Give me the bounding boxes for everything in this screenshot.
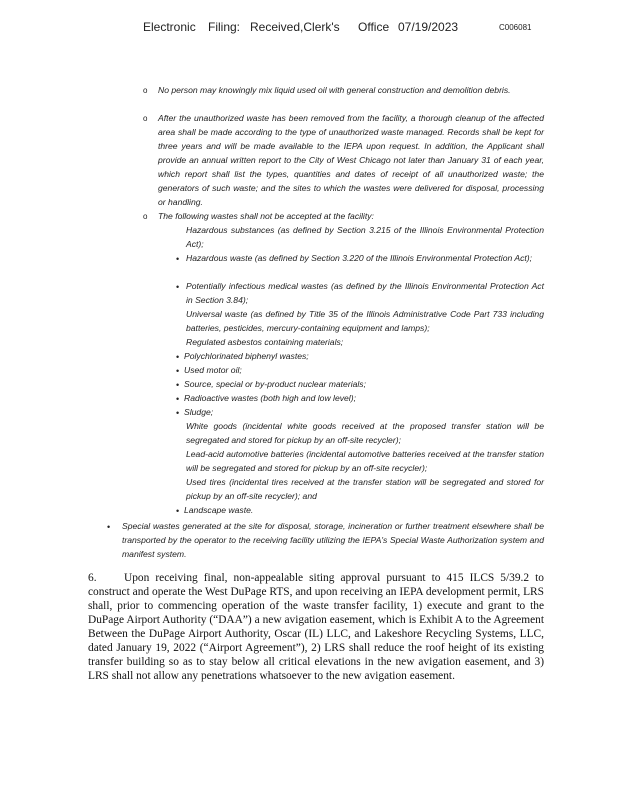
waste-hazardous-substances: Hazardous substances (as defined by Section 3.215 of the Illinois Environmental Protection Act); bbox=[186, 225, 544, 249]
paragraph-6 bbox=[88, 571, 544, 683]
item-excluded-wastes-intro: The following wastes shall not be accepted at the facility: bbox=[158, 211, 374, 221]
bullet: • bbox=[176, 506, 180, 516]
waste-sludge: Sludge; bbox=[184, 407, 214, 417]
bullet: • bbox=[107, 522, 111, 532]
waste-medical: Potentially infectious medical wastes (as defined by the Illinois Environmental Protection Act in Section 3.84); bbox=[186, 281, 544, 305]
bullet: • bbox=[176, 394, 180, 404]
waste-pcb: Polychlorinated biphenyl wastes; bbox=[184, 351, 309, 361]
waste-asbestos: Regulated asbestos containing materials; bbox=[186, 337, 344, 347]
list-marker: o bbox=[143, 114, 148, 123]
bullet: • bbox=[176, 282, 180, 292]
filing-header bbox=[0, 20, 618, 36]
waste-white-goods: White goods (incidental white goods received at the proposed transfer station will be segregated and stored for pickup by an off-site recycler); bbox=[186, 421, 544, 445]
bullet: • bbox=[176, 352, 180, 362]
header-date: 07/19/2023 bbox=[398, 20, 459, 34]
waste-tires: Used tires (incidental tires received at the transfer station will be segregated and stored for pickup by an off-site recycler); and bbox=[186, 477, 544, 501]
header-word-filing: Filing: bbox=[208, 20, 241, 34]
list-marker: o bbox=[143, 212, 148, 221]
header-word-received: Received,Clerk's bbox=[250, 20, 340, 34]
list-marker: o bbox=[143, 86, 148, 95]
waste-motor-oil: Used motor oil; bbox=[184, 365, 242, 375]
item-cleanup: After the unauthorized waste has been removed from the facility, a thorough cleanup of the affected area shall be made according to the type of unauthorized waste managed. Records shall be kept for three years and will be made available to the IEPA upon request. In addition, the Applicant shall provide an annual written report to the City of West Chicago not later than January 31 of each year, which report shall list the types, quantities and dates of receipt of all unauthorized waste; the generators of such waste; and the sites to which the wastes were delivered for disposal, processing or handling. bbox=[158, 113, 544, 207]
bullet: • bbox=[176, 254, 180, 264]
bullet: • bbox=[176, 408, 180, 418]
waste-nuclear: Source, special or by-product nuclear materials; bbox=[184, 379, 366, 389]
item-no-mixing: No person may knowingly mix liquid used oil with general construction and demolition debris. bbox=[158, 85, 511, 95]
paragraph-number: 6. bbox=[88, 572, 97, 584]
header-word-electronic: Electronic bbox=[143, 20, 196, 34]
special-wastes-item: Special wastes generated at the site for disposal, storage, incineration or further treatment elsewhere shall be transported by the operator to the receiving facility utilizing the IEPA's Special Waste Authorization system and manifest system. bbox=[122, 521, 544, 559]
bullet: • bbox=[176, 380, 180, 390]
paragraph-text: Upon receiving final, non-appealable siting approval pursuant to 415 ILCS 5/39.2 to construct and operate the West DuPage RTS, and upon receiving an IEPA development permit, LRS shall, prior to commencing operation of the waste transfer facility, 1) execute and grant to the DuPage Airport Authority (“DAA”) a new avigation easement, which is Exhibit A to the Agreement Between the DuPage Airport Authority, Oscar (IL) LLC, and Lakeshore Recycling Systems, LLC, dated January 19, 2022 (“Airport Agreement”), 2) LRS shall reduce the roof height of its existing transfer building so as to stay below all critical elevations in the new avigation easement, and 3) LRS shall not allow any penetrations whatsoever to the new avigation easement. bbox=[88, 572, 544, 682]
bullet: • bbox=[176, 366, 180, 376]
waste-hazardous-waste: Hazardous waste (as defined by Section 3.220 of the Illinois Environmental Protection Act); bbox=[186, 253, 533, 263]
waste-universal: Universal waste (as defined by Title 35 of the Illinois Administrative Code Part 733 including batteries, pesticides, mercury-containing equipment and lamps); bbox=[186, 309, 544, 333]
waste-radioactive: Radioactive wastes (both high and low level); bbox=[184, 393, 356, 403]
waste-landscape: Landscape waste. bbox=[184, 505, 254, 515]
header-code: C006081 bbox=[499, 23, 532, 32]
header-word-office: Office bbox=[358, 20, 390, 34]
waste-batteries: Lead-acid automotive batteries (incidental automotive batteries received at the transfer station will be segregated and stored for pickup by an off-site recycler); bbox=[186, 449, 544, 473]
